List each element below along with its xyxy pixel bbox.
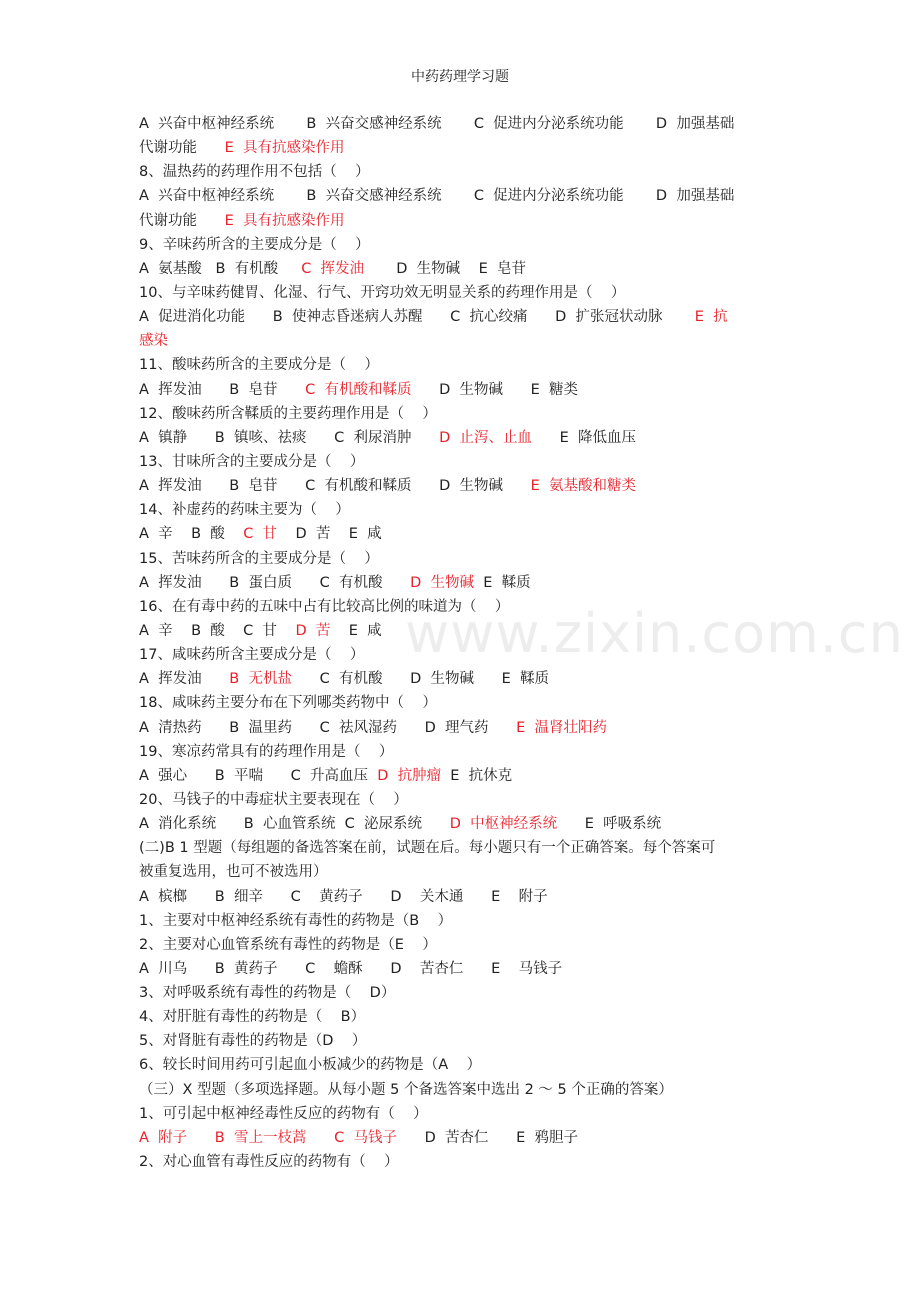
- text-segment: A 兴奋中枢神经系统 B 兴奋交感神经系统 C 促进内分泌系统功能 D 加强基础: [139, 116, 735, 132]
- text-line: [139, 1078, 784, 1102]
- watermark: www.zixin.com.cn: [405, 602, 904, 665]
- text-segment: 20、马钱子的中毒症状主要表现在（ ）: [139, 791, 408, 808]
- answer-text: C 挥发油: [301, 260, 365, 277]
- text-line: [139, 836, 784, 860]
- text-line: [139, 885, 784, 909]
- answer-text: E 具有抗感染作用: [224, 212, 345, 229]
- text-segment: (二)B 1 型题（每组题的备选答案在前，试题在后。每小题只有一个正确答案。每个答案可: [139, 840, 716, 857]
- text-line: [139, 257, 784, 281]
- answer-text: D 止泻、止血: [439, 429, 532, 446]
- text-line: [139, 933, 784, 957]
- text-segment: 17、咸味药所含主要成分是（ ）: [139, 647, 365, 664]
- text-line: [139, 305, 784, 329]
- text-segment: A 促进消化功能 B 使神志昏迷病人苏醒 C 抗心绞痛 D 扩张冠状动脉: [139, 309, 695, 326]
- text-line: [139, 402, 784, 426]
- text-segment: 12、酸味药所含鞣质的主要药理作用是（ ）: [139, 405, 437, 422]
- answer-text: C 甘: [243, 526, 278, 543]
- text-segment: 10、与辛味药健胃、化湿、行气、开窍功效无明显关系的药理作用是（ ）: [139, 284, 626, 301]
- text-segment: A 清热药 B 温里药 C 祛风湿药 D 理气药: [139, 719, 517, 736]
- text-line: [139, 112, 784, 136]
- answer-text: E 氨基酸和糖类: [530, 478, 637, 495]
- text-segment: 2、主要对心血管系统有毒性的药物是（E ）: [139, 936, 437, 953]
- text-segment: 代谢功能: [139, 140, 225, 157]
- text-segment: A 挥发油 B 蛋白质 C 有机酸: [139, 574, 411, 591]
- text-line: [139, 595, 784, 619]
- text-segment: 13、甘味所含的主要成分是（ ）: [139, 453, 365, 470]
- text-line: [139, 691, 784, 715]
- text-segment: 被重复选用，也可不被选用）: [139, 864, 328, 881]
- text-line: [139, 1150, 784, 1174]
- text-line: [139, 160, 784, 184]
- text-line: [139, 281, 784, 305]
- text-segment: E 咸: [330, 622, 382, 639]
- text-line: [139, 1053, 784, 1077]
- text-line: [139, 522, 784, 546]
- text-line: [139, 764, 784, 788]
- answer-text: B 无机盐: [229, 671, 292, 688]
- text-line: [139, 643, 784, 667]
- text-segment: A 槟榔 B 细辛 C 黄药子 D 关木通 E 附子: [139, 888, 548, 905]
- text-segment: A 辛 B 酸: [139, 526, 244, 543]
- text-line: [139, 426, 784, 450]
- text-segment: D 苦杏仁 E 鸦胆子: [396, 1129, 579, 1146]
- text-line: [139, 498, 784, 522]
- text-line: [139, 233, 784, 257]
- text-line: [139, 716, 784, 740]
- text-segment: A 镇静 B 镇咳、祛痰 C 利尿消肿: [139, 429, 440, 446]
- text-segment: C 有机酸 D 生物碱 E 鞣质: [291, 671, 550, 688]
- text-line: [139, 1126, 784, 1150]
- answer-text: D 苦: [295, 622, 331, 639]
- text-segment: 1、主要对中枢神经系统有毒性的药物是（B ）: [139, 912, 453, 929]
- text-line: [139, 788, 784, 812]
- text-segment: 16、在有毒中药的五味中占有比较高比例的味道为（ ）: [139, 598, 510, 615]
- text-line: [139, 812, 784, 836]
- text-line: [139, 981, 784, 1005]
- text-segment: 15、苦味药所含的主要成分是（ ）: [139, 550, 379, 567]
- text-segment: 3、对呼吸系统有毒性的药物是（ D）: [139, 985, 396, 1002]
- text-line: [139, 571, 784, 595]
- text-line: [139, 450, 784, 474]
- text-line: [139, 740, 784, 764]
- text-segment: E 鞣质: [474, 574, 531, 591]
- text-segment: 8、温热药的药理作用不包括（ ）: [139, 164, 370, 181]
- answer-text: E 温肾壮阳药: [516, 719, 608, 736]
- text-line: [139, 378, 784, 402]
- answer-text: D 中枢神经系统: [449, 816, 558, 833]
- question-list: [139, 112, 784, 1174]
- text-segment: D 苦 E 咸: [277, 526, 382, 543]
- text-line: [139, 1102, 784, 1126]
- text-line: [139, 860, 784, 884]
- answer-text: 感染: [139, 333, 168, 350]
- text-segment: A 消化系统 B 心血管系统 C 泌尿系统: [139, 816, 450, 833]
- text-segment: A 强心 B 平喘 C 升高血压: [139, 767, 378, 784]
- text-segment: E 呼吸系统: [557, 816, 662, 833]
- text-segment: 4、对肝脏有毒性的药物是（ B）: [139, 1009, 366, 1026]
- answer-text: C 有机酸和鞣质: [305, 381, 412, 398]
- text-segment: 11、酸味药所含的主要成分是（ ）: [139, 357, 379, 374]
- answer-text: E 具有抗感染作用: [224, 140, 345, 157]
- text-line: [139, 619, 784, 643]
- text-line: [139, 957, 784, 981]
- text-segment: A 川乌 B 黄药子 C 蟾酥 D 苦杏仁 E 马钱子: [139, 960, 563, 977]
- answer-text: E 抗: [694, 309, 728, 326]
- text-segment: 19、寒凉药常具有的药理作用是（ ）: [139, 743, 394, 760]
- text-segment: A 辛 B 酸 C 甘: [139, 622, 296, 639]
- text-segment: 1、可引起中枢神经毒性反应的药物有（ ）: [139, 1105, 428, 1122]
- text-line: [139, 209, 784, 233]
- text-segment: A 挥发油 B 皂苷 C 有机酸和鞣质 D 生物碱: [139, 478, 531, 495]
- text-line: [139, 667, 784, 691]
- answer-text: A 附子 B 雪上一枝蒿 C 马钱子: [139, 1129, 397, 1146]
- text-line: [139, 353, 784, 377]
- text-line: [139, 1005, 784, 1029]
- text-segment: 18、咸味药主要分布在下列哪类药物中（ ）: [139, 695, 437, 712]
- text-segment: （三）X 型题（多项选择题。从每小题 5 个备选答案中选出 2 ～ 5 个正确的答案）: [139, 1081, 673, 1098]
- text-segment: 9、辛味药所含的主要成分是（ ）: [139, 236, 370, 253]
- text-segment: 5、对肾脏有毒性的药物是（D ）: [139, 1033, 367, 1050]
- text-segment: E 降低血压: [532, 429, 637, 446]
- text-line: [139, 184, 784, 208]
- text-segment: 14、补虚药的药味主要为（ ）: [139, 502, 350, 519]
- text-segment: 2、对心血管有毒性反应的药物有（ ）: [139, 1154, 399, 1171]
- text-line: [139, 136, 784, 160]
- answer-text: D 抗肿瘤: [377, 767, 442, 784]
- text-segment: D 生物碱 E 皂苷: [364, 260, 526, 277]
- text-line: [139, 474, 784, 498]
- text-segment: A 挥发油: [139, 671, 230, 688]
- text-segment: E 抗休克: [441, 767, 513, 784]
- text-segment: A 氨基酸 B 有机酸: [139, 260, 302, 277]
- page-title: 中药药理学习题: [411, 69, 509, 85]
- text-segment: A 兴奋中枢神经系统 B 兴奋交感神经系统 C 促进内分泌系统功能 D 加强基础: [139, 188, 735, 205]
- text-line: [139, 909, 784, 933]
- text-segment: D 生物碱 E 糖类: [411, 381, 579, 398]
- text-segment: A 挥发油 B 皂苷: [139, 381, 306, 398]
- text-segment: 6、较长时间用药可引起血小板减少的药物是（A ）: [139, 1057, 482, 1074]
- text-line: [139, 547, 784, 571]
- text-segment: 代谢功能: [139, 212, 225, 229]
- text-line: [139, 329, 784, 353]
- answer-text: D 生物碱: [410, 574, 475, 591]
- text-line: [139, 1029, 784, 1053]
